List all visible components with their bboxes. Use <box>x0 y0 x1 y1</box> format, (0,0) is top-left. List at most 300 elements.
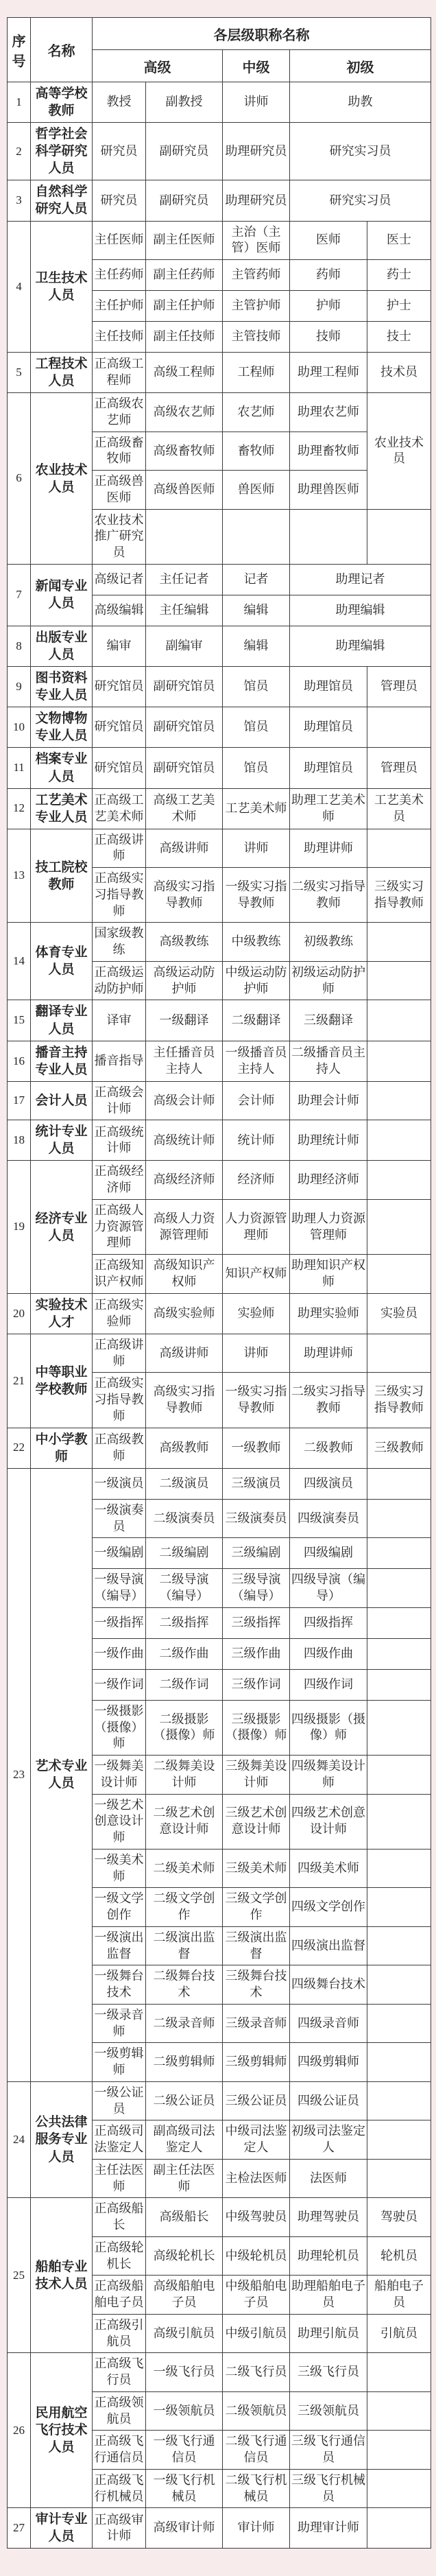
title-cell: 助理引航员 <box>290 2314 367 2353</box>
title-cell: 四级舞台技术 <box>290 1965 367 2005</box>
group-number-cell: 8 <box>8 626 31 666</box>
table-row <box>8 1120 431 1161</box>
title-cell: 高级兽医师 <box>146 471 223 510</box>
title-cell: 高级教师 <box>146 1428 223 1468</box>
title-cell: 一级飞行机械员 <box>146 2469 223 2508</box>
title-cell: 中级教练 <box>223 923 290 962</box>
title-cell: 中级引航员 <box>223 2314 290 2353</box>
title-cell: 一级摄影（摄像）师 <box>93 1700 146 1755</box>
title-cell <box>367 1081 431 1120</box>
title-cell: 正高级统计师 <box>93 1120 146 1161</box>
title-cell: 一级播音员主持人 <box>223 1041 290 1081</box>
title-cell <box>146 509 223 564</box>
title-cell: 高级工艺美术师 <box>146 788 223 829</box>
title-cell <box>367 707 431 748</box>
title-cell: 四级艺术创意设计师 <box>290 1794 367 1849</box>
title-cell: 正高级飞行通信员 <box>93 2431 146 2470</box>
title-cell: 经济师 <box>223 1161 290 1200</box>
title-cell: 二级作词 <box>146 1669 223 1700</box>
group-name-cell: 民用航空飞行技术人员 <box>31 2353 93 2508</box>
title-cell: 三级舞台技术 <box>223 1965 290 2005</box>
title-cell: 三级飞行机械员 <box>290 2469 367 2508</box>
title-cell <box>367 2391 431 2431</box>
title-cell: 二级演出监督 <box>146 1926 223 1965</box>
title-cell: 正高级畜牧师 <box>93 432 146 471</box>
title-cell: 管理员 <box>367 748 431 788</box>
title-cell: 统计师 <box>223 1120 290 1161</box>
group-number-cell: 18 <box>8 1120 31 1161</box>
table-row <box>8 564 431 595</box>
table-row <box>8 221 431 260</box>
title-cell: 高级实习指导教师 <box>146 1373 223 1428</box>
title-cell: 一级舞台技术 <box>93 1965 146 2005</box>
title-cell: 三级编剧 <box>223 1538 290 1569</box>
group-name-cell: 工程技术人员 <box>31 353 93 393</box>
title-cell: 副主任法医师 <box>146 2159 223 2198</box>
title-cell: 正高级船长 <box>93 2198 146 2237</box>
title-cell: 中级轮机员 <box>223 2236 290 2276</box>
title-cell: 四级美术师 <box>290 1849 367 1888</box>
title-cell <box>367 1000 431 1041</box>
title-cell: 助理经济师 <box>290 1161 367 1200</box>
table-row <box>8 1428 431 1468</box>
title-cell: 医士 <box>367 221 431 260</box>
group-number-cell: 27 <box>8 2508 31 2549</box>
title-cell: 高级记者 <box>93 564 146 595</box>
title-cell: 助理实验师 <box>290 1293 367 1334</box>
title-cell: 助理知识产权师 <box>290 1255 367 1294</box>
title-cell: 三级飞行通信员 <box>290 2431 367 2470</box>
title-cell: 工艺美术员 <box>367 788 431 829</box>
group-number-cell: 16 <box>8 1041 31 1081</box>
table-row <box>8 667 431 707</box>
title-cell: 船舶电子员 <box>367 2276 431 2315</box>
group-number-cell: 14 <box>8 923 31 1000</box>
title-cell: 主任技师 <box>93 322 146 353</box>
title-cell: 副研究馆员 <box>146 667 223 707</box>
title-cell: 译审 <box>93 1000 146 1041</box>
title-cell: 中级驾驶员 <box>223 2198 290 2237</box>
title-cell: 高级人力资源管理师 <box>146 1199 223 1254</box>
title-cell: 主管药师 <box>223 260 290 291</box>
title-cell <box>367 1849 431 1888</box>
title-cell: 农艺师 <box>223 393 290 432</box>
title-cell: 副编审 <box>146 626 223 666</box>
title-cell: 四级演奏员 <box>290 1499 367 1538</box>
title-cell: 医师 <box>290 221 367 260</box>
title-cell: 高级知识产权师 <box>146 1255 223 1294</box>
title-cell: 研究实习员 <box>290 180 431 221</box>
table-row <box>8 1000 431 1041</box>
title-cell: 四级作词 <box>290 1669 367 1700</box>
group-name-cell: 经济专业人员 <box>31 1161 93 1293</box>
title-cell: 三级美术师 <box>223 1849 290 1888</box>
title-cell <box>367 1334 431 1373</box>
title-cell: 三级实习指导教师 <box>367 1373 431 1428</box>
title-cell <box>367 509 431 564</box>
title-cell: 三级领航员 <box>290 2391 367 2431</box>
title-cell: 正高级飞行员 <box>93 2353 146 2392</box>
title-cell <box>367 2353 431 2392</box>
title-cell: 一级教师 <box>223 1428 290 1468</box>
title-cell: 二级飞行员 <box>223 2353 290 2392</box>
group-name-cell: 档案专业人员 <box>31 748 93 788</box>
title-cell: 三级摄影（摄像）师 <box>223 1700 290 1755</box>
title-cell: 研究员 <box>93 180 146 221</box>
title-cell: 馆员 <box>223 707 290 748</box>
title-cell: 高级审计师 <box>146 2508 223 2549</box>
title-cell: 护师 <box>290 291 367 322</box>
title-cell: 正高级会计师 <box>93 1081 146 1120</box>
title-cell: 三级导演（编导） <box>223 1569 290 1608</box>
title-cell: 正高级轮机长 <box>93 2236 146 2276</box>
group-number-cell: 5 <box>8 353 31 393</box>
title-cell: 主任药师 <box>93 260 146 291</box>
title-cell <box>367 1199 431 1254</box>
group-name-cell: 哲学社会科学研究人员 <box>31 123 93 180</box>
title-cell: 正高级船舶电子员 <box>93 2276 146 2315</box>
title-cell: 高级经济师 <box>146 1161 223 1200</box>
title-cell: 副高级司法鉴定人 <box>146 2120 223 2160</box>
title-cell: 二级飞行通信员 <box>223 2431 290 2470</box>
group-number-cell: 17 <box>8 1081 31 1120</box>
title-cell: 中级船舶电子员 <box>223 2276 290 2315</box>
table-row <box>8 123 431 180</box>
title-cell: 高级实习指导教师 <box>146 868 223 923</box>
group-name-cell: 自然科学研究人员 <box>31 180 93 221</box>
title-cell <box>367 961 431 1000</box>
title-cell <box>367 1538 431 1569</box>
title-cell: 助教 <box>290 82 431 123</box>
title-cell <box>367 1468 431 1499</box>
header-level-senior: 高级 <box>93 50 223 82</box>
title-cell: 副主任医师 <box>146 221 223 260</box>
title-cell: 助理审计师 <box>290 2508 367 2549</box>
title-cell: 二级作曲 <box>146 1638 223 1669</box>
title-cell: 二级翻译 <box>223 1000 290 1041</box>
title-cell: 助理统计师 <box>290 1120 367 1161</box>
title-cell: 一级剪辑师 <box>93 2043 146 2082</box>
group-number-cell: 3 <box>8 180 31 221</box>
title-cell <box>223 509 290 564</box>
title-cell: 初级运动防护师 <box>290 961 367 1000</box>
group-name-cell: 农业技术人员 <box>31 393 93 565</box>
title-cell: 四级摄影（摄像）师 <box>290 1700 367 1755</box>
title-cell: 引航员 <box>367 2314 431 2353</box>
title-cell: 高级农艺师 <box>146 393 223 432</box>
title-cell: 高级讲师 <box>146 1334 223 1373</box>
title-cell: 正高级人力资源管理师 <box>93 1199 146 1254</box>
title-cell: 二级公证员 <box>146 2081 223 2120</box>
title-cell: 一级飞行员 <box>146 2353 223 2392</box>
title-cell: 正高级司法鉴定人 <box>93 2120 146 2160</box>
title-cell: 一级文学创作 <box>93 1888 146 1927</box>
title-cell: 副主任护师 <box>146 291 223 322</box>
title-cell <box>367 1888 431 1927</box>
professional-titles-table <box>7 17 431 2549</box>
title-cell: 二级舞台技术 <box>146 1965 223 2005</box>
title-cell: 二级文学创作 <box>146 1888 223 1927</box>
group-number-cell: 20 <box>8 1293 31 1334</box>
title-cell: 编审 <box>93 626 146 666</box>
title-cell: 助理馆员 <box>290 667 367 707</box>
table-row <box>8 2353 431 2392</box>
table-row <box>8 1468 431 1499</box>
title-cell: 轮机员 <box>367 2236 431 2276</box>
title-cell: 四级公证员 <box>290 2081 367 2120</box>
title-cell: 三级作词 <box>223 1669 290 1700</box>
title-cell <box>367 2004 431 2043</box>
header-row-1 <box>8 18 431 50</box>
title-cell: 一级翻译 <box>146 1000 223 1041</box>
header-level-junior: 初级 <box>290 50 431 82</box>
title-cell: 工艺美术师 <box>223 788 290 829</box>
title-cell <box>367 2159 431 2198</box>
table-row <box>8 2081 431 2120</box>
title-cell: 高级实验师 <box>146 1293 223 1334</box>
title-cell: 二级实习指导教师 <box>290 868 367 923</box>
title-cell: 农业技术推广研究员 <box>93 509 146 564</box>
title-cell: 高级编辑 <box>93 595 146 626</box>
table-row <box>8 1334 431 1373</box>
title-cell: 主任编辑 <box>146 595 223 626</box>
title-cell: 四级文学创作 <box>290 1888 367 1927</box>
title-cell: 一级公证员 <box>93 2081 146 2120</box>
title-cell <box>367 1161 431 1200</box>
title-cell: 正高级领航员 <box>93 2391 146 2431</box>
title-cell: 二级录音师 <box>146 2004 223 2043</box>
title-cell: 助理编辑 <box>290 626 431 666</box>
header-levels-title: 各层级职称名称 <box>93 18 431 50</box>
group-name-cell: 技工院校教师 <box>31 829 93 923</box>
title-cell: 编辑 <box>223 626 290 666</box>
group-name-cell: 公共法律服务专业人员 <box>31 2081 93 2198</box>
title-cell: 助理工程师 <box>290 353 367 393</box>
title-cell <box>367 2043 431 2082</box>
title-cell: 助理讲师 <box>290 1334 367 1373</box>
title-cell: 正高级农艺师 <box>93 393 146 432</box>
title-cell: 二级编剧 <box>146 1538 223 1569</box>
title-cell: 三级翻译 <box>290 1000 367 1041</box>
title-cell: 高级引航员 <box>146 2314 223 2353</box>
title-cell: 研究实习员 <box>290 123 431 180</box>
title-cell: 一级实习指导教师 <box>223 1373 290 1428</box>
group-number-cell: 15 <box>8 1000 31 1041</box>
title-cell: 四级指挥 <box>290 1607 367 1638</box>
title-cell: 三级演奏员 <box>223 1499 290 1538</box>
group-number-cell: 26 <box>8 2353 31 2508</box>
title-cell: 正高级教师 <box>93 1428 146 1468</box>
title-cell: 技士 <box>367 322 431 353</box>
title-cell: 知识产权师 <box>223 1255 290 1294</box>
title-cell: 一级导演（编导） <box>93 1569 146 1608</box>
group-name-cell: 艺术专业人员 <box>31 1468 93 2081</box>
title-cell: 助理记者 <box>290 564 431 595</box>
table-row <box>8 788 431 829</box>
title-cell: 二级舞美设计师 <box>146 1756 223 1795</box>
group-number-cell: 24 <box>8 2081 31 2198</box>
title-cell: 高级轮机长 <box>146 2236 223 2276</box>
table-row <box>8 1041 431 1081</box>
title-cell <box>367 1638 431 1669</box>
title-cell: 中级运动防护师 <box>223 961 290 1000</box>
title-cell: 技术员 <box>367 353 431 393</box>
table-row <box>8 1081 431 1120</box>
title-cell: 助理船舶电子员 <box>290 2276 367 2315</box>
group-name-cell: 卫生技术人员 <box>31 221 93 353</box>
title-cell: 主任记者 <box>146 564 223 595</box>
title-cell: 二级导演（编导） <box>146 1569 223 1608</box>
table-row <box>8 748 431 788</box>
title-cell: 三级指挥 <box>223 1607 290 1638</box>
title-cell: 中级司法鉴定人 <box>223 2120 290 2160</box>
title-cell <box>367 923 431 962</box>
title-cell: 正高级实习指导教师 <box>93 868 146 923</box>
title-cell: 农业技术员 <box>367 393 431 510</box>
title-cell: 实验员 <box>367 1293 431 1334</box>
title-cell: 助理兽医师 <box>290 471 367 510</box>
title-cell: 人力资源管理师 <box>223 1199 290 1254</box>
table-row <box>8 829 431 868</box>
title-cell: 正高级实验师 <box>93 1293 146 1334</box>
title-cell: 一级编剧 <box>93 1538 146 1569</box>
group-name-cell: 审计专业人员 <box>31 2508 93 2549</box>
title-cell: 高级运动防护师 <box>146 961 223 1000</box>
title-cell <box>367 2469 431 2508</box>
group-number-cell: 19 <box>8 1161 31 1293</box>
title-cell: 助理研究员 <box>223 180 290 221</box>
title-cell: 副主任药师 <box>146 260 223 291</box>
title-cell: 主检法医师 <box>223 2159 290 2198</box>
group-number-cell: 10 <box>8 707 31 748</box>
title-cell: 正高级实习指导教师 <box>93 1373 146 1428</box>
group-name-cell: 图书资料专业人员 <box>31 667 93 707</box>
table-row <box>8 180 431 221</box>
title-cell: 四级剪辑师 <box>290 2043 367 2082</box>
title-cell: 讲师 <box>223 1334 290 1373</box>
group-name-cell: 文物博物专业人员 <box>31 707 93 748</box>
table-header <box>8 18 431 82</box>
group-name-cell: 中等职业学校教师 <box>31 1334 93 1428</box>
title-cell: 副研究员 <box>146 123 223 180</box>
title-cell <box>367 829 431 868</box>
group-name-cell: 翻译专业人员 <box>31 1000 93 1041</box>
table-row <box>8 923 431 962</box>
title-cell: 四级作曲 <box>290 1638 367 1669</box>
title-cell: 畜牧师 <box>223 432 290 471</box>
title-cell: 审计师 <box>223 2508 290 2549</box>
title-cell: 实验师 <box>223 1293 290 1334</box>
title-cell: 工程师 <box>223 353 290 393</box>
title-cell: 正高级经济师 <box>93 1161 146 1200</box>
group-name-cell: 中小学教师 <box>31 1428 93 1468</box>
title-cell: 高级教练 <box>146 923 223 962</box>
table-row <box>8 82 431 123</box>
title-cell: 正高级讲师 <box>93 829 146 868</box>
title-cell: 二级剪辑师 <box>146 2043 223 2082</box>
title-cell: 高级船长 <box>146 2198 223 2237</box>
group-number-cell: 23 <box>8 1468 31 2081</box>
title-cell: 副研究员 <box>146 180 223 221</box>
title-cell: 副主任技师 <box>146 322 223 353</box>
title-cell: 主任法医师 <box>93 2159 146 2198</box>
title-cell: 正高级飞行机械员 <box>93 2469 146 2508</box>
title-cell <box>367 2431 431 2470</box>
title-cell: 编辑 <box>223 595 290 626</box>
title-cell <box>367 1607 431 1638</box>
title-cell: 高级畜牧师 <box>146 432 223 471</box>
title-cell: 馆员 <box>223 667 290 707</box>
group-name-cell: 会计人员 <box>31 1081 93 1120</box>
title-cell: 三级艺术创意设计师 <box>223 1794 290 1849</box>
title-cell: 助理农艺师 <box>290 393 367 432</box>
title-cell <box>367 1041 431 1081</box>
title-cell: 主管技师 <box>223 322 290 353</box>
title-cell: 二级飞行机械员 <box>223 2469 290 2508</box>
title-cell: 高级讲师 <box>146 829 223 868</box>
title-cell: 助理轮机员 <box>290 2236 367 2276</box>
title-cell: 主任播音员主持人 <box>146 1041 223 1081</box>
title-cell: 正高级引航员 <box>93 2314 146 2353</box>
title-cell: 二级播音员主持人 <box>290 1041 367 1081</box>
header-col-no: 序号 <box>8 18 31 82</box>
title-cell: 一级演员 <box>93 1468 146 1499</box>
title-cell: 四级演员 <box>290 1468 367 1499</box>
title-cell: 高级工程师 <box>146 353 223 393</box>
title-cell: 高级统计师 <box>146 1120 223 1161</box>
title-cell: 护士 <box>367 291 431 322</box>
title-cell: 高级会计师 <box>146 1081 223 1120</box>
title-cell: 正高级运动防护师 <box>93 961 146 1000</box>
title-cell: 三级录音师 <box>223 2004 290 2043</box>
title-cell: 助理研究员 <box>223 123 290 180</box>
group-number-cell: 12 <box>8 788 31 829</box>
title-cell: 一级作曲 <box>93 1638 146 1669</box>
title-cell: 主任医师 <box>93 221 146 260</box>
table-row <box>8 393 431 432</box>
title-cell: 药士 <box>367 260 431 291</box>
group-number-cell: 21 <box>8 1334 31 1428</box>
group-name-cell: 高等学校教师 <box>31 82 93 123</box>
table-row <box>8 2508 431 2549</box>
title-cell <box>367 2120 431 2160</box>
title-cell: 一级舞美设计师 <box>93 1756 146 1795</box>
title-cell: 技师 <box>290 322 367 353</box>
title-cell <box>367 1926 431 1965</box>
title-cell: 三级演员 <box>223 1468 290 1499</box>
title-cell: 主治（主管）医师 <box>223 221 290 260</box>
table-row <box>8 626 431 666</box>
title-cell <box>367 1700 431 1755</box>
title-cell <box>367 1794 431 1849</box>
title-cell: 二级演员 <box>146 1468 223 1499</box>
title-cell <box>367 1120 431 1161</box>
title-cell: 四级演出监督 <box>290 1926 367 1965</box>
group-number-cell: 13 <box>8 829 31 923</box>
title-cell: 正高级知识产权师 <box>93 1255 146 1294</box>
title-cell: 会计师 <box>223 1081 290 1120</box>
title-cell: 助理驾驶员 <box>290 2198 367 2237</box>
title-cell: 正高级工程师 <box>93 353 146 393</box>
title-cell: 三级文学创作 <box>223 1888 290 1927</box>
title-cell: 正高级审计师 <box>93 2508 146 2549</box>
title-cell: 二级美术师 <box>146 1849 223 1888</box>
title-cell: 记者 <box>223 564 290 595</box>
title-cell: 二级教师 <box>290 1428 367 1468</box>
title-cell: 法医师 <box>290 2159 367 2198</box>
title-cell <box>290 509 367 564</box>
title-cell: 助理编辑 <box>290 595 431 626</box>
